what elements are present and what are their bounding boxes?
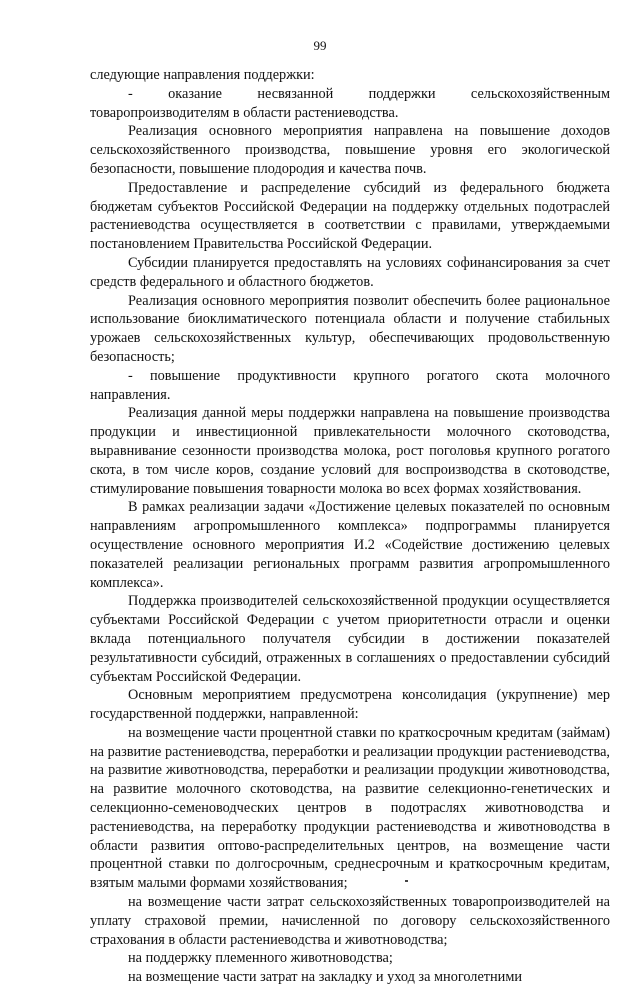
paragraph: на поддержку племенного животноводства; xyxy=(128,950,393,967)
paragraph: Реализация данной меры поддержки направлена на повышение производства продукции и инвестиционной привлекательности молочного скотоводства, выравнивание сезонности производства молока, рост поголовья крупного рогатого скота, в том числе коров, создание условий для воспроизводства в скотоводстве, стимулирование повышения товарности молока во всех формах хозяйствования. xyxy=(90,405,610,497)
paragraph: Реализация основного мероприятия направлена на повышение доходов сельскохозяйственного производства, повышение уровня его экологической безопасности, повышение плодородия и качества почв. xyxy=(90,123,610,177)
paragraph: Поддержка производителей сельскохозяйственной продукции осуществляется субъектами Российской Федерации с учетом приоритетности отрасли и оценки вклада потенциального получателя субсидии в достижении показателей результативности субсидий, отраженных в соглашениях о предоставлении субсидий субъектам Российской Федерации. xyxy=(90,593,610,685)
page-number: 99 xyxy=(313,38,327,53)
paragraph: Субсидии планируется предоставлять на условиях софинансирования за счет средств федерального и областного бюджетов. xyxy=(90,254,610,290)
paragraph: - повышение продуктивности крупного рогатого скота молочного направления. xyxy=(90,367,610,403)
paragraph: - оказание несвязанной поддержки сельскохозяйственным товаропроизводителям в области растениеводства. xyxy=(90,85,610,121)
paragraph: Основным мероприятием предусмотрена консолидация (укрупнение) мер государственной поддержки, направленной: xyxy=(90,687,610,723)
paragraph: на возмещение части затрат на закладку и уход за многолетними xyxy=(128,969,523,986)
paragraph: В рамках реализации задачи «Достижение целевых показателей по основным направлениям агропромышленного комплекса» подпрограммы планируется осуществление основного мероприятия И.2 «Содействие достижению целевых показателей реализации региональных программ развития агропромышленного комплекса». xyxy=(90,499,610,591)
paragraph: на возмещение части процентной ставки по краткосрочным кредитам (займам) на развитие растениеводства, переработки и реализации продукции растениеводства, на развитие животноводства, переработки и реализации продукции животноводства, на развитие молочного скотоводства, на развитие селекционно-генетических и селекционно-семеноводческих центров в подотраслях животноводства и растениеводства, на переработку продукции растениеводства и животноводства в области развития оптово-распределительных центров, на возмещение части процентной ставки по долгосрочным, среднесрочным и краткосрочным кредитам, взятым малыми формами хозяйствования; xyxy=(90,724,610,892)
paragraph: следующие направления поддержки: xyxy=(90,67,315,83)
document-body xyxy=(90,66,610,987)
paragraph: Предоставление и распределение субсидий из федерального бюджета бюджетам субъектов Российской Федерации на поддержку отдельных подотраслей растениеводства осуществляется в соответствии с правилами, утверждаемыми постановлением Правительства Российской Федерации. xyxy=(90,179,610,253)
paragraph: на возмещение части затрат сельскохозяйственных товаропроизводителей на уплату страховой премии, начисленной по договору сельскохозяйственного страхования в области растениеводства и животноводства; xyxy=(90,894,610,948)
paragraph: Реализация основного мероприятия позволит обеспечить более рациональное использование биоклиматического потенциала области и получение стабильных урожаев сельскохозяйственных культур, обеспечивающих продовольственную безопасность; xyxy=(90,292,610,365)
scan-mark xyxy=(405,880,408,882)
